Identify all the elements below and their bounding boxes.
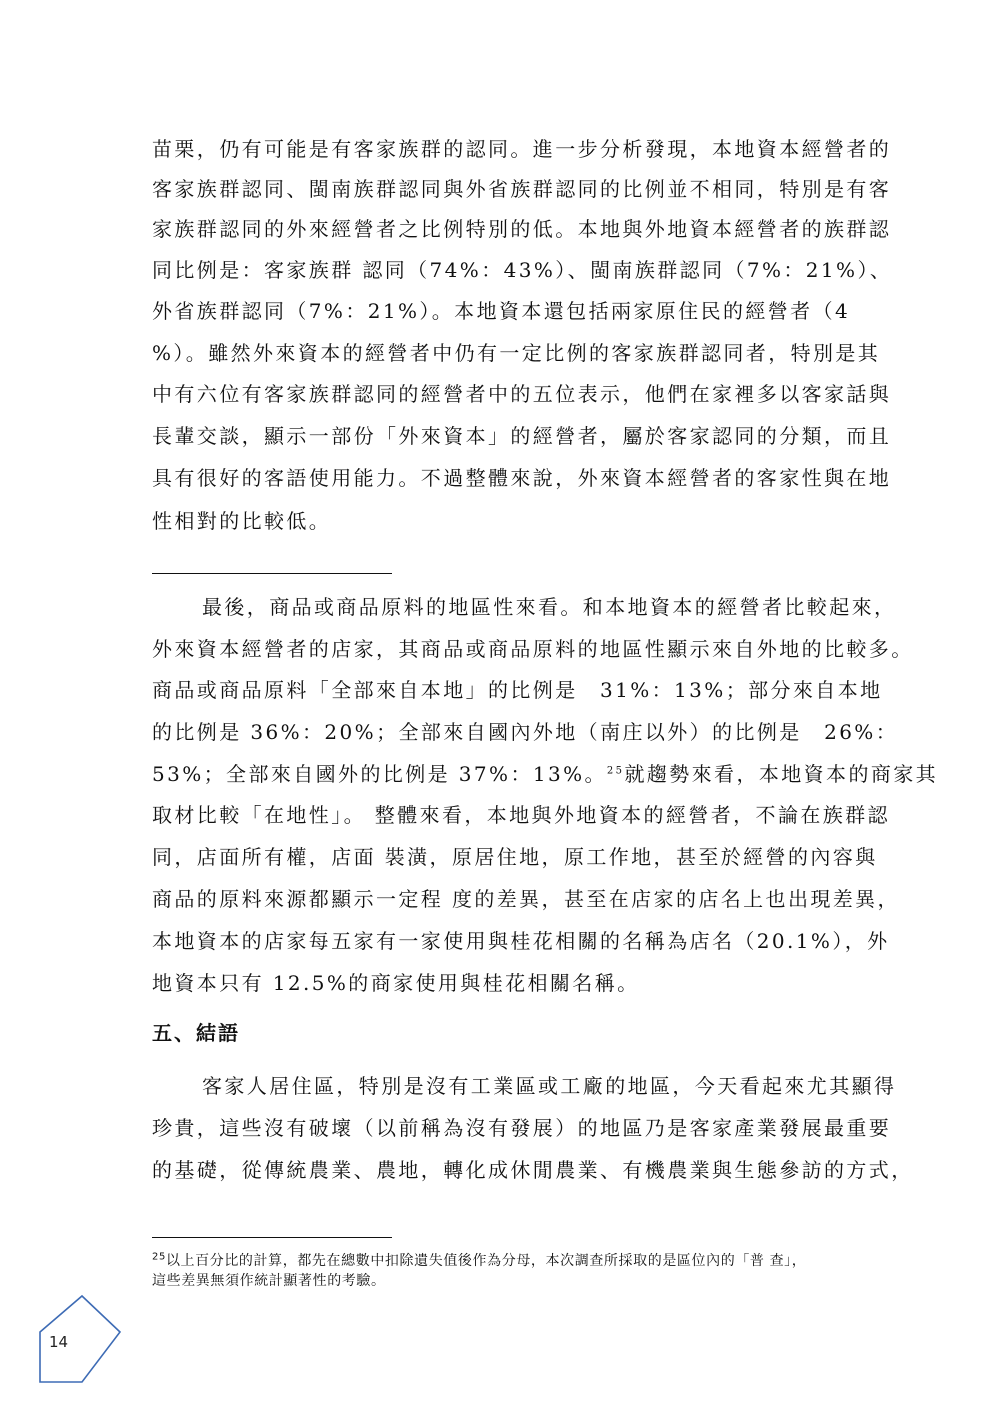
page-number: 14 xyxy=(49,1333,69,1351)
paragraph-line: 的比例是 36%：20%；全部來自國內外地（南庄以外）的比例是 26%： xyxy=(152,720,899,744)
section-heading: 五、結語 xyxy=(152,1021,240,1045)
section-divider xyxy=(152,573,392,574)
paragraph-line: 最後，商品或商品原料的地區性來看。和本地資本的經營者比較起來， xyxy=(202,595,897,619)
paragraph-line: 中有六位有客家族群認同的經營者中的五位表示，他們在家裡多以客家話與 xyxy=(152,382,892,406)
paragraph-line: 苗栗，仍有可能是有客家族群的認同。進一步分析發現，本地資本經營者的 xyxy=(152,137,892,161)
paragraph-line: 商品的原料來源都顯示一定程 度的差異，甚至在店家的店名上也出現差異， xyxy=(152,887,900,911)
paragraph-line: %）。雖然外來資本的經營者中仍有一定比例的客家族群認同者，特別是其 xyxy=(152,341,881,365)
paragraph-line xyxy=(152,759,939,789)
paragraph-line: 長輩交談，顯示一部份「外來資本」的經營者，屬於客家認同的分類，而且 xyxy=(152,424,892,448)
footnote-divider xyxy=(152,1237,392,1238)
paragraph-line: 性相對的比較低。 xyxy=(152,509,332,533)
footnote-line xyxy=(152,1251,892,1271)
line-text: 就趨勢來看，本地資本的商家其 xyxy=(624,762,939,786)
paragraph-line: 同比例是：客家族群 認同（74%：43%）、閩南族群認同（7%：21%）、 xyxy=(152,258,893,282)
footnote-line: 這些差異無須作統計顯著性的考驗。 xyxy=(152,1273,386,1289)
paragraph-line: 商品或商品原料「全部來自本地」的比例是 31%：13%；部分來自本地 xyxy=(152,678,883,702)
paragraph-line: 外省族群認同（7%：21%）。本地資本還包括兩家原住民的經營者（4 xyxy=(152,299,851,323)
paragraph-line: 同，店面所有權，店面 裝潢，原居住地，原工作地，甚至於經營的內容與 xyxy=(152,845,878,869)
paragraph-line: 地資本只有 12.5%的商家使用與桂花相關名稱。 xyxy=(152,971,640,995)
footnote-text: 以上百分比的計算，都先在總數中扣除遺失值後作為分母，本次調查所採取的是區位內的「普 查」， xyxy=(165,1253,807,1269)
paragraph-line: 家族群認同的外來經營者之比例特別的低。本地與外地資本經營者的族群認 xyxy=(152,217,892,241)
paragraph-line: 客家人居住區，特別是沒有工業區或工廠的地區，今天看起來尤其顯得 xyxy=(202,1074,897,1098)
paragraph-line: 的基礎，從傳統農業、農地，轉化成休閒農業、有機農業與生態參訪的方式， xyxy=(152,1158,914,1182)
paragraph-line: 取材比較「在地性」。 整體來看，本地與外地資本的經營者，不論在族群認 xyxy=(152,803,890,827)
paragraph-line: 客家族群認同、閩南族群認同與外省族群認同的比例並不相同，特別是有客 xyxy=(152,177,892,201)
paragraph-line: 具有很好的客語使用能力。不過整體來說，外來資本經營者的客家性與在地 xyxy=(152,466,892,490)
line-text: 53%；全部來自國外的比例是 37%：13%。 xyxy=(152,762,607,786)
footnote-reference[interactable]: 25 xyxy=(606,765,625,777)
paragraph-line: 外來資本經營者的店家，其商品或商品原料的地區性顯示來自外地的比較多。 xyxy=(152,637,914,661)
paragraph-line: 珍貴，這些沒有破壞（以前稱為沒有發展）的地區乃是客家產業發展最重要 xyxy=(152,1116,892,1140)
footnote-number: 25 xyxy=(152,1251,166,1263)
paragraph-line: 本地資本的店家每五家有一家使用與桂花相關的名稱為店名（20.1%），外 xyxy=(152,929,890,953)
